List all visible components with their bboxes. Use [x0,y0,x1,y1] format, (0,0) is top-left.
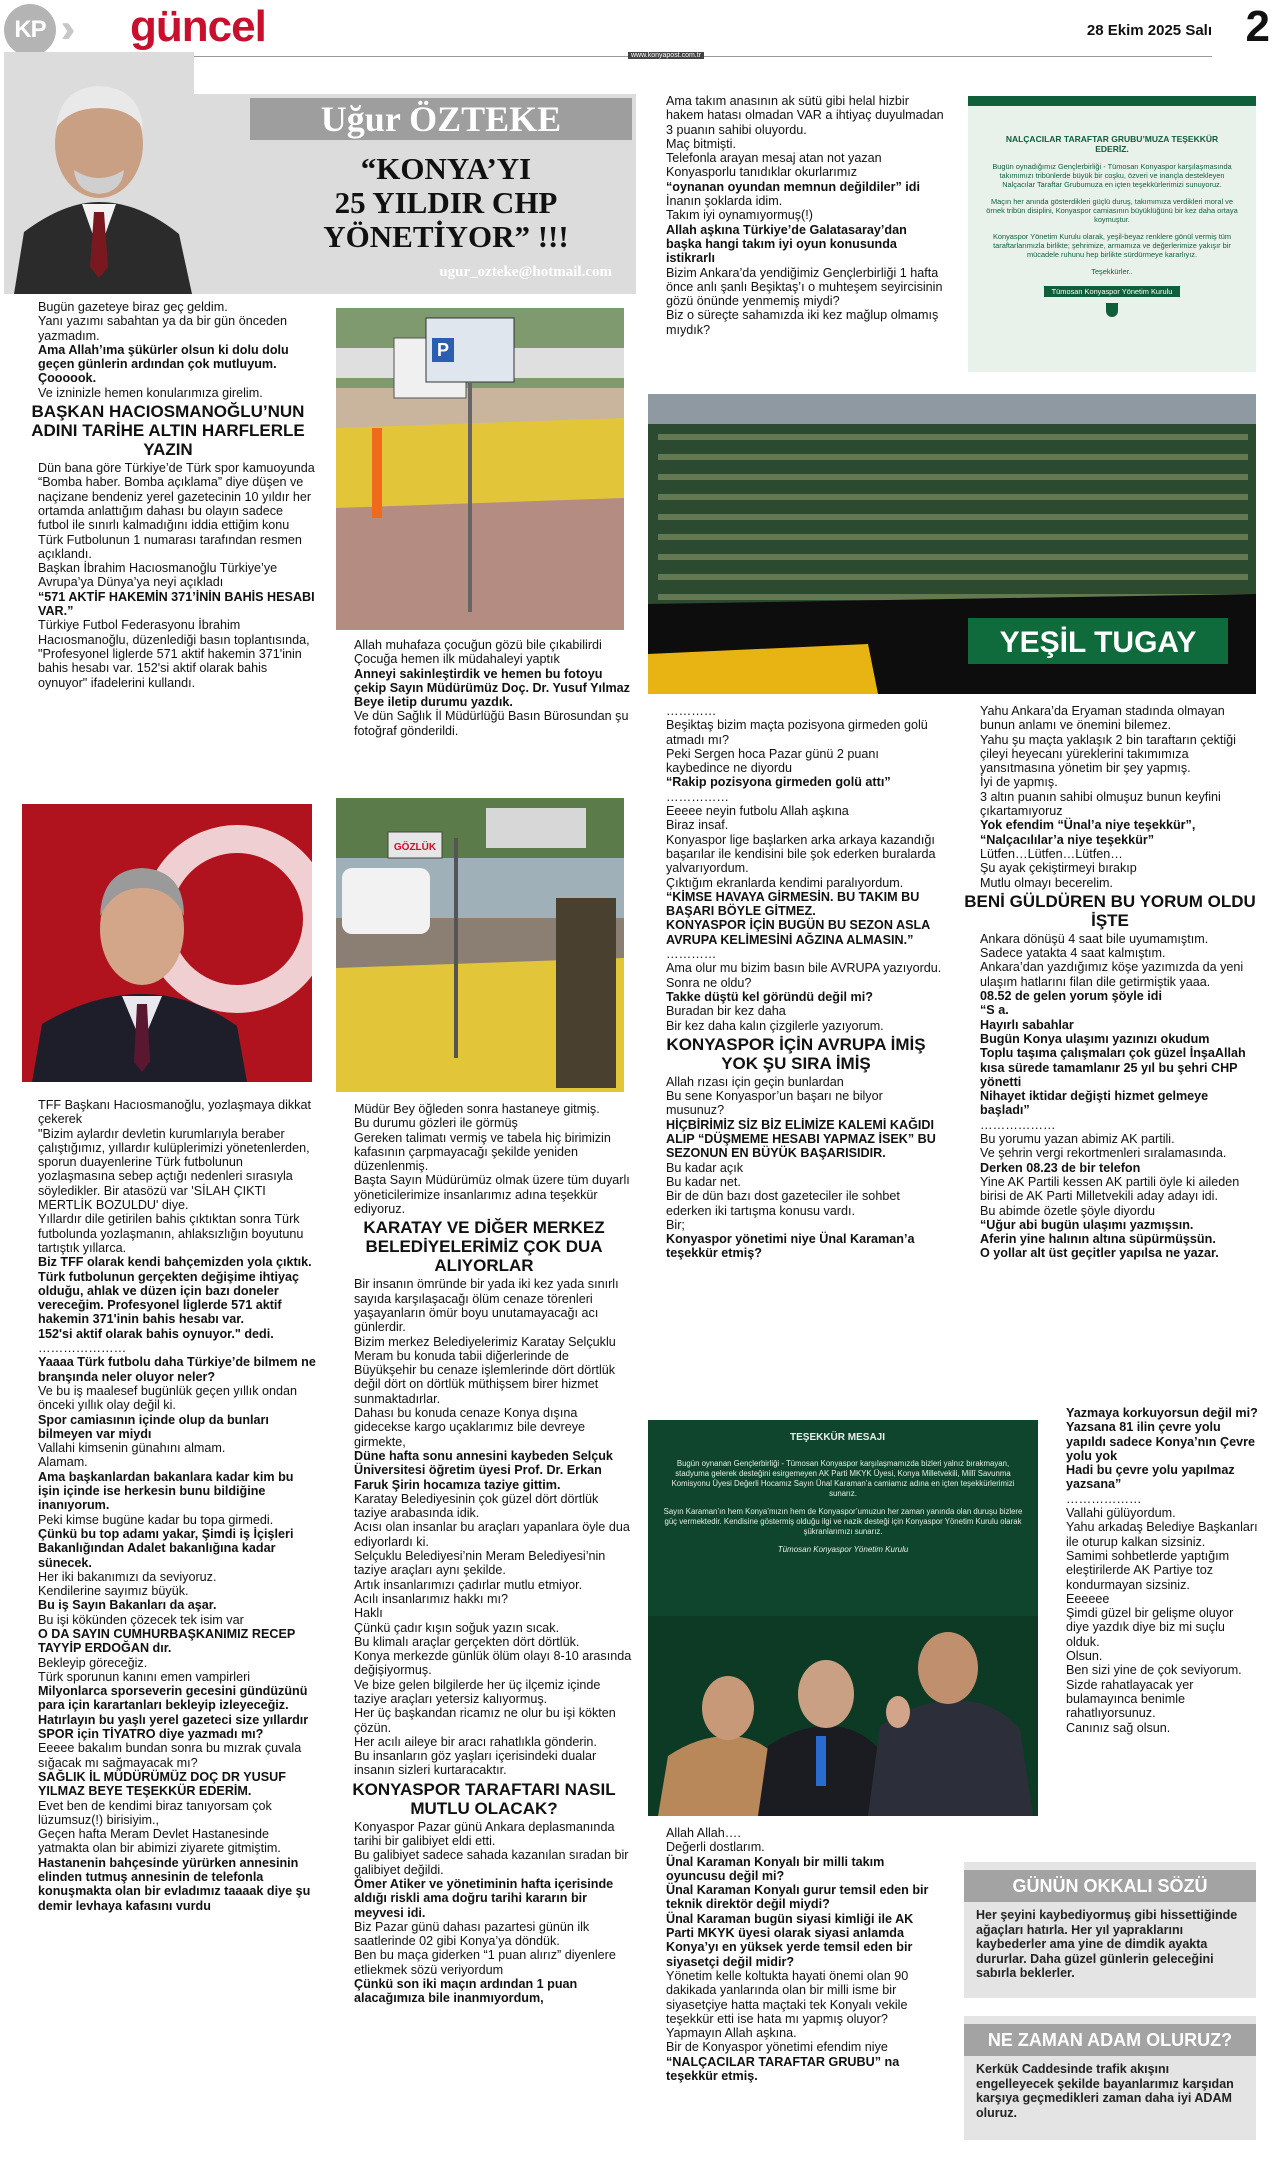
paragraph: Toplu taşıma çalışmaları çok güzel İnşaAllah kısa sürede tamamlanır 25 yıl bu şehri CHP yönetti [980,1046,1246,1089]
paragraph: İyi de yapmış. [980,775,1058,790]
paragraph: Ünal Karaman Konyalı bir milli takım oyuncusu değil mi? [666,1854,885,1883]
column-4-top [962,704,1258,1261]
paragraph: Ama Allah’ıma şükürler olsun ki dolu dolu geçen günlerin ardından çok mutluyum. [38,342,289,372]
message-card-paragraph-1: Bugün oynanan Gençlerbirliği - Tümosan Konyaspor karşılaşmamızda bizleri yalnız bırakmayan, stadyuma gelerek desteğini esirgemeyen AK Parti MKYK Üyesi, Konya Milletvekili, Millî Savunma Komisyonu Üyesi Değerli Hocamız Sayın Ünal Karaman’a camiamız adına en içten teşekkürlerimizi sunarız. [671,1459,1015,1498]
paragraph: Biraz insaf. [666,818,729,833]
paragraph: Eeeee bakalım bundan sonra bu mızrak çuvala sığacak mı sağmayacak mı? [38,1741,302,1770]
masthead [0,0,1280,60]
quote-box-text: Her şeyini kaybediyormuş gibi hissettiğinde ağaçları hatırla. Her yıl yapraklarını kaybederler ama yine de dimdik ayakta dururlar. Daha güzel günlerin geleceğini sabırla beklerler. [976,1908,1238,1980]
paragraph: Telefonla arayan mesaj atan not yazan Konyasporlu tanıdıklar okurlarımız [666,151,882,180]
subheading: BENİ GÜLDÜREN BU YORUM OLDU İŞTE [964,891,1256,930]
thanks-card-paragraph-2: Maçın her anında gösterdikleri güçlü duruş, takımımıza verdikleri moral ve örnek tribün disiplini, Konyaspor camiasının büyüklüğünü bir kez daha ortaya koymuştur. [986,197,1238,224]
paragraph: Yahu arkadaş Belediye Başkanları ile oturup kalkan sizsiniz. [1066,1520,1258,1549]
stadium-crowd-photo [648,394,1256,694]
author-photo [4,52,194,294]
paragraph: Yönetim kelle koltukta hayati önemi olan 90 dakikada yanlarında olan bir milli isme bir siyasetçiye hatta maçtaki tek Konyalı vekile teşekkür etti ise hata mı yapmış oluyor? [666,1968,909,2026]
page-number: 2 [1245,2,1270,51]
paragraph: “Uğur abi bugün ulaşımı yazmışsın. [980,1217,1194,1232]
paragraph: Konya merkezde günlük ölüm olayı 8-10 arasında değişiyormuş. [354,1649,632,1678]
paragraph: Olsun. [1066,1649,1103,1664]
paragraph: Gereken talimatı vermiş ve tabela hiç birimizin kafasının çarpmayacağı şekilde yeniden düzenlenmiş. [354,1130,611,1174]
paragraph: Beye iletip durumu yazdık. [354,695,513,710]
paragraph: Yazmaya korkuyorsun değil mi? [1066,1406,1258,1420]
paragraph: Biz Pazar günü dahası pazartesi günün ilk saatlerinde 02 gibi Konya’ya döndük. [354,1919,590,1949]
paragraph: Türk futbolunun gerçekten değişime ihtiyaç olduğu, ahlak ve düzen için bazı doneler vereceğim. Profesyonel liglerde 571 aktif hakemin 371'inin bahis hesabı var. [38,1269,300,1327]
paragraph: Yok efendim “Ünal’a niye teşekkür”, “Nalçacılılar’a niye teşekkür” [980,818,1196,847]
paragraph: Bu durumu gözleri ile görmüş [354,1116,518,1131]
thanks-message-card [648,1420,1038,1816]
column-4-bottom [1048,1406,1258,1735]
paragraph: ……………… [1066,1491,1142,1506]
paragraph: Nihayet iktidar değişti hizmet gelmeye başladı” [980,1089,1209,1118]
column-3-bottom [648,1826,944,2083]
paragraph: Bir insanın ömründe bir yada iki kez yada sınırlı sayıda karşılaşacağı ölüm cenaze törenleri yaşayanların ömür boyu unutamayacağı acı günlerdir. [354,1277,619,1335]
paragraph: Bizim Ankara’da yendiğimiz Gençlerbirliği 1 hafta önce anlı şanlı Beşiktaş’ı o muhteşem seyircisinin gözü önünde yenmemiş miydi? [666,265,943,309]
thanks-card-paragraph-3: Konyaspor Yönetim Kurulu olarak, yeşil-beyaz renklere gönül vermiş tüm taraftarlarımızla birlikte; şehrimize, armamıza ve değerlerimize yakışır bir mücadele ruhunu hep birlikte sürdürmeye kararlıyız. [992,232,1232,259]
paragraph: Her acılı aileye bir aracı rahatlıkla gönderin. [354,1734,597,1749]
paragraph: Maç bitmişti. [666,136,736,151]
paragraph: Takım iyi oynamıyormuş(!) [666,208,813,223]
paragraph: Allah muhafaza çocuğun gözü bile çıkabilirdi [354,638,602,652]
thanks-card-paragraph-1: Bugün oynadığımız Gençlerbirliği - Tümosan Konyaspor karşılaşmasında takımımızı tribünlerde büyük bir coşku, özveri ve inançla destekleyen Nalçacılar Taraftar Grubumuza en içten teşekkürlerimizi sunuyoruz. [992,162,1232,189]
paragraph: Ama başkanlardan bakanlara kadar kim bu işin içinde ise herkesin bunu bildiğine inanıyorum. [38,1469,294,1513]
message-card-paragraph-2: Sayın Karaman’ın hem Konya’mızın hem de Konyaspor’umuzun her zaman yanında olan duruşu bizlere güç vermektedir. Kendisine göstermiş olduğu ilgi ve nazik desteği için Konyaspor Yönetim Kurulu olarak şükranlarımızı sunarız. [663,1507,1023,1536]
column-3-middle [648,704,944,1261]
paragraph: Ve bize gelen bilgilerde her üç ilçemiz içinde taziye araçları yetersiz kalıyormuş. [354,1677,601,1706]
paragraph: Başta Sayın Müdürümüz olmak üzere tüm duyarlı yöneticilerimize insanlarımız adına teşekkür ediyoruz. [354,1173,630,1217]
paragraph: ……………… [980,1117,1056,1132]
paragraph: Kendilerine sayımız büyük. [38,1584,189,1599]
kp-logo: KP [4,4,56,56]
paragraph: Peki Sergen hoca Pazar günü 2 puanı kaybedince ne diyordu [666,746,879,776]
paragraph: Lütfen…Lütfen…Lütfen… [980,846,1123,861]
quote-of-the-day-box [964,1862,1256,1998]
paragraph: Ünal Karaman bugün siyasi kimliği ile AK Parti MKYK üyesi olarak siyasi anlamda Konya’yı en yüksek yerde temsil eden bir siyasetçi değil midir? [666,1911,914,1969]
paragraph: Çocuğa hemen ilk müdahaleyi yaptık [354,652,560,667]
paragraph: Evet ben de kendimi biraz tanıyorsam çok lüzumsuz(!) birisiyim., [38,1798,272,1827]
parking-sign-icon: P [436,340,450,360]
paragraph: Konyaspor yönetimi niye Ünal Karaman’a teşekkür etmiş? [666,1232,915,1261]
paragraph: Biz o süreçte sahamızda iki kez mağlup olmamış mıydık? [666,308,939,337]
paragraph: Sadece yatakta 4 saat kalmıştım. [980,946,1166,961]
subheading: KONYASPOR İÇİN AVRUPA İMİŞ YOK ŞU SIRA İMİŞ [666,1034,926,1073]
paragraph: Çünkü çadır kışın soğuk yazın sıcak. [354,1620,560,1635]
paragraph: Canınız sağ olsun. [1066,1720,1171,1735]
subheading: KONYASPOR TARAFTARI NASIL MUTLU OLACAK? [352,1779,616,1818]
paragraph: Bu galibiyet sadece sahada kazanılan sıradan bir galibiyet değildi. [354,1848,629,1877]
paragraph: Ankara dönüşü 4 saat bile uyumamıştım. [980,931,1209,946]
paragraph: Yaaaa Türk futbolu daha Türkiye’de bilmem ne branşında neler oluyor neler? [38,1355,316,1384]
paragraph: 152'si aktif olarak bahis oynuyor." dedi. [38,1326,274,1341]
paragraph: Türkiye Futbol Federasyonu İbrahim Hacıosmanoğlu, düzenlediği basın toplantısında, "Profesyonel liglerde 571 aktif hakemin 371'inin bahis hesabı var. 152'si aktif olarak bahis oynuyor" ifadelerini kullandı. [38,618,310,690]
paragraph: O DA SAYIN CUMHURBAŞKANIMIZ RECEP TAYYİP ERDOĞAN dır. [38,1626,296,1656]
paragraph: Takke düştü kel göründü değil mi? [666,989,873,1004]
paragraph: Samimi sohbetlerde yaptığım eleştirilerde AK Partiye toz kondurmayan sizsiniz. [1066,1548,1230,1592]
paragraph: Yahu şu maçta yaklaşık 2 bin taraftarın çektiği çileyi heyecanı yüreklerini takımımıza yansıtmasına yönetim bir şey yapmış. [980,732,1236,776]
paragraph: Ve bu iş maalesef bugünlük geçen yıllık ondan önceki yıllık olay değil ki. [38,1383,298,1413]
thanks-card-title: NALÇACILAR TARAFTAR GRUBU’MUZA TEŞEKKÜR EDERİZ. [1005,134,1219,154]
hospital-sign-photo-after [336,798,624,1092]
paragraph: Çoooook. [38,371,97,386]
paragraph: Çıktığım ekranlarda kendimi paralıyordum. [666,875,904,890]
paragraph: Anneyi sakinleştirdik ve hemen bu fotoyu çekip Sayın Müdürümüz Doç. Dr. Yusuf Yılmaz [354,666,630,695]
paragraph: Sonra ne oldu? [666,975,752,990]
column-3-top [648,94,944,337]
when-box-text: Kerkük Caddesinde trafik akışını engelleyecek şekilde bayanlarımız karşıdan karşıya geçmedikleri zaman daha iyi ADAM oluruz. [976,2062,1234,2120]
headline-line-3: YÖNETİYOR” !!! [323,219,569,254]
paragraph: Ben bu maça giderken “1 puan alırız” diyenlere etliekmek sözü veriyordum [354,1948,616,1977]
paragraph: Allah aşkına Türkiye’de Galatasaray’dan başka hangi takım iyi oyun konusunda istikrarlı [666,222,907,266]
paragraph: Vallahi kimsenin günahını almam. [38,1441,226,1456]
paragraph: Bu işi kökünden çözecek tek isim var [38,1612,244,1627]
paragraph: Yıllardır dile getirilen bahis çıktıktan sonra Türk futbolunda yozlaşmanın, ahlaksızlığın boyutunu tartıştık yıllarca. [38,1212,304,1255]
paragraph: Selçuklu Belediyesi’nin Meram Belediyesi’nin taziye araçları aynı şekilde. [354,1549,606,1578]
paragraph: Sizde rahatlayacak yer bulamayınca benimle rahatlıyorsunuz. [1066,1677,1194,1721]
website-label: www.konyapost.com.tr [628,52,704,59]
paragraph: Bizim merkez Belediyelerimiz Karatay Selçuklu Meram bu konuda tabii diğerlerinde de Büyükşehir bu cenaze işlemlerinde dört dörtlük değil dört on dörtlük müthişsem birer hizmet sunmaktadırlar. [354,1334,616,1406]
paragraph: Bugün Konya ulaşımı yazınızı okudum [980,1031,1210,1046]
paragraph: Ve izninizle hemen konularımıza girelim. [38,385,263,400]
paragraph: Hatırlayın bu yaşlı yerel gazeteci size yıllardır SPOR için TİYATRO diye yazmadı mı? [38,1712,309,1742]
paragraph: Şimdi güzel bir gelişme oluyor diye yazdık diye biz mi suçlu olduk. [1066,1606,1234,1649]
paragraph: Yazsana 81 ilin çevre yolu yapıldı sadece Konya’nın Çevre yolu yok [1066,1420,1255,1463]
paragraph: Bir; [666,1217,685,1232]
paragraph: “NALÇACILAR TARAFTAR GRUBU” na teşekkür etmiş. [666,2054,900,2084]
paragraph: Her üç başkandan ricamız ne olur bu işi kökten çözün. [354,1706,616,1735]
paragraph: 3 altın puanın sahibi olmuşuz bunun keyfini çıkartamıyoruz [980,789,1221,819]
paragraph: Bu kadar net. [666,1174,741,1189]
paragraph: Peki kimse bugüne kadar bu topa girmedi. [38,1512,274,1527]
paragraph: Bir de dün bazı dost gazeteciler ile sohbet ederken iki tartışma konusu vardı. [666,1189,900,1218]
author-email: ugur_ozteke@hotmail.com [439,264,612,280]
paragraph: Çünkü bu top adamı yakar, Şimdi iş İçişleri Bakanlığından Adalet bakanlığına kadar sünecek. [38,1526,294,1570]
paragraph: Ama olur mu bizim basın bile AVRUPA yazıyordu. [666,961,942,976]
paragraph: Acısı olan insanlar bu araçları yapanlara öyle dua ediyorlardı ki. [354,1520,630,1549]
paragraph: Değerli dostlarım. [666,1840,765,1855]
headline-line-1: “KONYA’YI [360,151,532,186]
yesil-tugay-banner: YEŞİL TUGAY [999,626,1197,659]
quote-box-title: GÜNÜN OKKALI SÖZÜ [964,1870,1256,1902]
thanks-card-sign: Teşekkürler.. [1091,267,1133,276]
paragraph: Hastanenin bahçesinde yürürken annesinin elinden tutmuş annesinin de telefonla konuşmakta olan bir evladımız taaaak diye şu demir levhaya kafasını vurdu [38,1855,311,1913]
paragraph: KONYASPOR İÇİN BUGÜN BU SEZON ASLA AVRUPA KELİMESİNİ AĞZINA ALMASIN.” [666,918,930,947]
tff-president-photo [22,804,312,1082]
paragraph: Haklı [354,1606,383,1621]
paragraph: Milyonlarca sporseverin gecesini gündüzünü para için karartanları bekleyip izleyeceğiz. [38,1684,308,1713]
paragraph: Bir kez daha kalın çizgilerle yazıyorum. [666,1018,884,1033]
paragraph: TFF Başkanı Hacıosmanoğlu, yozlaşmaya dikkat çekerek [38,1098,311,1127]
paragraph: Yapmayın Allah aşkına. [666,2026,797,2041]
paragraph: Düne hafta sonu annesini kaybeden Selçuk Üniversitesi öğretim üyesi Prof. Dr. Erkan Faruk Şirin hocamıza taziye gittim. [354,1448,613,1492]
paragraph: Konyaspor lige başlarken arka arkaya kazandığı başarılar ile kendisini bile şok ederken buralarda yalvarıyordum. [666,832,936,876]
column-1-bottom [20,1098,316,1913]
paragraph: SAĞLIK İL MÜDÜRÜMÜZ DOÇ DR YUSUF YILMAZ BEYE TEŞEKKÜR EDERİM. [38,1769,286,1799]
paragraph: Yine AK Partili kessen AK partili öyle ki aileden birisi de AK Parti Milletvekili aday adayı idi. [980,1174,1240,1204]
paragraph: Bu yorumu yazan abimiz AK partili. [980,1132,1175,1147]
paragraph: Bu klimalı araçlar gerçekten dört dörtlük. [354,1634,580,1649]
author-name: Uğur ÖZTEKE [250,98,632,140]
paragraph: Derken 08.23 de bir telefon [980,1160,1141,1175]
paragraph: O yollar alt üst geçitler yapılsa ne yazar. [980,1246,1219,1261]
paragraph: Bu iş Sayın Bakanları da aşar. [38,1598,217,1613]
paragraph: “KİMSE HAVAYA GİRMESİN. BU TAKIM BU BAŞARI BÖYLE GİTMEZ. [666,889,920,919]
paragraph: Bu insanların göz yaşları içerisindeki dualar insanın sizleri kurtaracaktır. [354,1749,597,1778]
paragraph: Şu ayak çekiştirmeyi bırakıp [980,861,1137,876]
paragraph: Buradan bir kez daha [666,1004,786,1019]
paragraph: Her iki bakanımızı da seviyoruz. [38,1569,217,1584]
paragraph: Çünkü son iki maçın ardından 1 puan alacağımıza bile inanmıyordum, [354,1977,578,2006]
paragraph: Acılı insanlarımız hakkı mı? [354,1591,508,1606]
thanks-card-footer: Tümosan Konyaspor Yönetim Kurulu [1044,286,1181,297]
paragraph: “S a. [980,1003,1009,1018]
paragraph: Ama takım anasının ak sütü gibi helal hizbir hakem hatası olmadan VAR a ihtiyaç duyulmadan 3 puanın sahibi oluyordu. [666,94,944,137]
section-title: güncel [130,2,266,51]
paragraph: Başkan İbrahim Hacıosmanoğlu Türkiye’ye Avrupa’ya Dünya’ya neyi açıkladı [38,561,278,590]
subheading: KARATAY VE DİĞER MERKEZ BELEDİYELERİMİZ ÇOK DUA ALIYORLAR [363,1218,605,1276]
paragraph: Ve şehrin vergi rekortmenleri sıralamasında. [980,1146,1227,1161]
paragraph: Beşiktaş bizim maçta pozisyona girmeden golü atmadı mı? [666,718,928,747]
paragraph: Yanı yazımı sabahtan ya da bir gün önceden yazmadım. [38,314,288,343]
paragraph: Yahu Ankara’da Eryaman stadında olmayan bunun anlamı ve önemini bilemez. [980,704,1225,733]
paragraph: “Rakip pozisyona girmeden golü attı” [666,775,891,790]
paragraph: ………… [666,947,717,962]
paragraph: Dahası bu konuda cenaze Konya dışına gidecekse kargo uçaklarımız bile devreye girmekte, [354,1406,585,1449]
column-2-bottom [336,1102,632,2006]
paragraph: “oynanan oyundan memnun değildiler” idi [666,179,920,194]
officials-photo [648,1616,1038,1816]
paragraph: Artık insanlarımızı çadırlar mutlu etmiyor. [354,1577,583,1592]
paragraph: Hadi bu çevre yolu yapılmaz yazsana” [1066,1463,1235,1492]
paragraph: Geçen hafta Meram Devlet Hastanesinde yatmakta olan bir abimizi ziyarete gitmiştim. [38,1827,281,1856]
paragraph: Dün bana göre Türkiye’de Türk spor kamuoyunda “Bomba haber. Bomba açıklama” diye düşen ve naçizane bendeniz yerel gazetecinin 10 yıldır her ortamda anlattığım dahası bu olayın sadece futbol ile sınırlı kalmadığını iddia ettiğim konu Türk Futbolunun 1 numarası tarafından resmen açıklandı. [38,461,315,561]
paragraph: Müdür Bey öğleden sonra hastaneye gitmiş. [354,1102,600,1116]
paragraph: Biz TFF olarak kendi bahçemizden yola çıktık. [38,1255,312,1270]
paragraph: Ve dün Sağlık İl Müdürlüğü Basın Bürosundan şu fotoğraf gönderildi. [354,709,629,738]
when-box-title: NE ZAMAN ADAM OLURUZ? [964,2024,1256,2056]
paragraph: Eeeee neyin futbolu Allah aşkına [666,804,849,819]
paragraph: Bu sene Konyaspor’un başarı ne bilyor musunuz? [666,1089,883,1118]
paragraph: Konyaspor Pazar günü Ankara deplasmanında tarihi bir galibiyet eldi etti. [354,1819,615,1849]
paragraph: Ben sizi yine de çok seviyorum. [1066,1663,1242,1678]
issue-date: 28 Ekim 2025 Salı [1086,22,1212,39]
paragraph: İnanın şoklarda idim. [666,194,783,209]
headline-line-2: 25 YILDIR CHP [334,185,558,220]
paragraph: "Bizim aylardır devletin kurumlarıyla beraber çalıştığımız, yıllardır kulüplerimizi yönetenlerden, sporun duayenlerine Türk futbolunun yozlaşmasına sebep açtığı nedenleri sırasıyla söyledikler. Bir atasözü var 'SİLAH ÇIKTI MERTLİK BOZULDU' diye. [38,1126,310,1213]
paragraph: Allah Allah…. [666,1826,741,1840]
paragraph: Bu kadar açık [666,1160,744,1175]
paragraph: Bir de Konyaspor yönetimi efendim niye [666,2040,888,2055]
konyaspor-crest-icon [1106,303,1118,317]
headline [260,152,632,254]
paragraph: Bu abimde özetle şöyle diyordu [980,1203,1156,1218]
paragraph: Allah rızası için geçin bunlardan [666,1074,844,1089]
paragraph: Ankara’dan yazdığımız köşe yazımızda da yeni ulaşım hatlarını filan dile getirmiştik yaaa. [980,960,1244,989]
paragraph: Hayırlı sabahlar [980,1017,1074,1032]
paragraph: ………… [666,704,717,718]
paragraph: Spor camiasının içinde olup da bunları bilmeyen var miydı [38,1412,269,1441]
paragraph: Bekleyip göreceğiz. [38,1655,148,1670]
gozluk-sign-label: GÖZLÜK [393,842,437,853]
paragraph: Karatay Belediyesinin çok güzel dört dörtlük taziye arabasında idik. [354,1491,599,1521]
nalcacilar-thanks-card [968,96,1256,372]
message-card-title: TEŞEKKÜR MESAJI [790,1432,886,1443]
paragraph: Ünal Karaman Konyalı gurur temsil eden bir teknik direktör değil miydi? [666,1883,929,1912]
paragraph: Türk sporunun kanını emen vampirleri [38,1669,251,1684]
paragraph: Ömer Atiker ve yönetiminin hafta içerisinde aldığı riskli ama doğru tarihi kararın bir meyvesi idi. [354,1876,614,1920]
paragraph: “571 AKTİF HAKEMİN 371’İNİN BAHİS HESABI VAR.” [38,589,315,619]
paragraph: Mutlu olmayı becerelim. [980,875,1113,890]
column-1-top [20,300,316,690]
subheading: BAŞKAN HACIOSMANOĞLU’NUN ADINI TARİHE ALTIN HARFLERLE YAZIN [31,402,305,460]
paragraph: ………………… [38,1341,127,1356]
when-people-box [964,2016,1256,2140]
paragraph: Alamam. [38,1455,88,1470]
hospital-sign-photo-before [336,308,624,630]
paragraph: Aferin yine halının altına süpürmüşsün. [980,1232,1216,1247]
paragraph: Bugün gazeteye biraz geç geldim. [38,300,228,314]
column-2-top [336,638,632,738]
paragraph: 08.52 de gelen yorum şöyle idi [980,989,1162,1004]
message-card-footer: Tümosan Konyaspor Yönetim Kurulu [777,1545,909,1554]
paragraph: Vallahi gülüyordum. [1066,1506,1176,1521]
paragraph: …………… [666,789,729,804]
paragraph: HİÇBİRİMİZ SİZ BİZ ELİMİZE KALEMİ KAĞIDI ALIP “DÜŞMEME HESABI YAPMAZ İSEK” BU SEZONUN EN BÜYÜK BAŞARISIDIR. [666,1117,936,1161]
paragraph: Eeeeee [1066,1591,1110,1606]
